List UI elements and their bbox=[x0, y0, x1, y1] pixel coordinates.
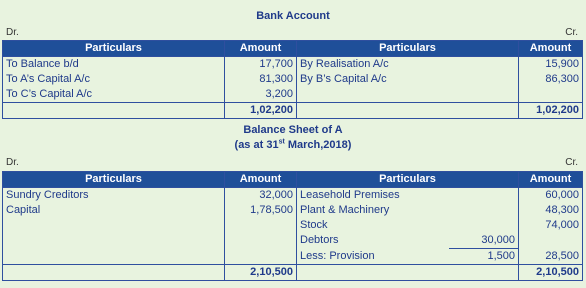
cell: 60,000 bbox=[519, 188, 583, 204]
table-row bbox=[3, 188, 583, 204]
cell: To A’s Capital A/c bbox=[3, 72, 225, 87]
bank-total-right: 1,02,200 bbox=[519, 103, 583, 119]
cell: Leasehold Premises bbox=[297, 188, 449, 204]
table-row bbox=[3, 72, 583, 87]
balance-sheet-title: Balance Sheet of A bbox=[243, 124, 343, 136]
subtitle-suffix: March,2018) bbox=[284, 139, 352, 151]
balance-sheet-table bbox=[2, 171, 583, 281]
balance-header-amount-left: Amount bbox=[225, 172, 297, 188]
balance-header-amount-right: Amount bbox=[519, 172, 583, 188]
bank-header-particulars-right: Particulars bbox=[297, 41, 519, 57]
table-row bbox=[3, 203, 583, 218]
balance-header-row bbox=[3, 172, 583, 188]
cell bbox=[3, 249, 225, 265]
bank-account-title: Bank Account bbox=[256, 10, 330, 22]
cell: Plant & Machinery bbox=[297, 203, 449, 218]
subtitle-sup: st bbox=[278, 138, 285, 146]
table-row bbox=[3, 218, 583, 233]
cell bbox=[519, 233, 583, 249]
cell: 3,200 bbox=[225, 87, 297, 103]
cell bbox=[225, 218, 297, 233]
balance-header-particulars-right: Particulars bbox=[297, 172, 519, 188]
cell: 74,000 bbox=[519, 218, 583, 233]
balance-total-row bbox=[3, 265, 583, 281]
cell: 28,500 bbox=[519, 249, 583, 265]
cell: 32,000 bbox=[225, 188, 297, 204]
bank-header-amount-left: Amount bbox=[225, 41, 297, 57]
cell: By Realisation A/c bbox=[297, 57, 519, 73]
balance-header-particulars-left: Particulars bbox=[3, 172, 225, 188]
cell: 81,300 bbox=[225, 72, 297, 87]
cell bbox=[3, 233, 225, 249]
cell: Sundry Creditors bbox=[3, 188, 225, 204]
bank-header-amount-right: Amount bbox=[519, 41, 583, 57]
cell bbox=[449, 203, 519, 218]
cell: 1,78,500 bbox=[225, 203, 297, 218]
cell: Stock bbox=[297, 218, 449, 233]
bank-total-left: 1,02,200 bbox=[225, 103, 297, 119]
table-row bbox=[3, 57, 583, 73]
bank-total-row bbox=[3, 103, 583, 119]
bank-account-table bbox=[2, 40, 583, 119]
subtitle-prefix: (as at 31 bbox=[234, 139, 279, 151]
balance-sheet-subtitle bbox=[0, 139, 586, 151]
table-row bbox=[3, 87, 583, 103]
balance-total-right: 2,10,500 bbox=[519, 265, 583, 281]
cell: 30,000 bbox=[449, 233, 519, 249]
balance-total-left: 2,10,500 bbox=[225, 265, 297, 281]
table-row bbox=[3, 233, 583, 249]
bank-dr-label: Dr. bbox=[6, 27, 19, 38]
bank-cr-label: Cr. bbox=[565, 27, 578, 38]
cell bbox=[519, 87, 583, 103]
bank-header-row bbox=[3, 41, 583, 57]
cell bbox=[3, 265, 225, 281]
cell bbox=[3, 103, 225, 119]
cell bbox=[225, 249, 297, 265]
cell bbox=[449, 188, 519, 204]
cell: 86,300 bbox=[519, 72, 583, 87]
cell: By B’s Capital A/c bbox=[297, 72, 519, 87]
cell bbox=[225, 233, 297, 249]
bank-header-particulars-left: Particulars bbox=[3, 41, 225, 57]
cell: Capital bbox=[3, 203, 225, 218]
cell bbox=[449, 218, 519, 233]
balance-dr-label: Dr. bbox=[6, 157, 19, 168]
cell: 17,700 bbox=[225, 57, 297, 73]
cell: To Balance b/d bbox=[3, 57, 225, 73]
cell bbox=[3, 218, 225, 233]
cell: 1,500 bbox=[449, 249, 519, 265]
cell: To C’s Capital A/c bbox=[3, 87, 225, 103]
cell bbox=[297, 87, 519, 103]
cell: Less: Provision bbox=[297, 249, 449, 265]
cell: 15,900 bbox=[519, 57, 583, 73]
cell: Debtors bbox=[297, 233, 449, 249]
cell: 48,300 bbox=[519, 203, 583, 218]
cell bbox=[297, 265, 519, 281]
cell bbox=[297, 103, 519, 119]
balance-cr-label: Cr. bbox=[565, 157, 578, 168]
table-row bbox=[3, 249, 583, 265]
